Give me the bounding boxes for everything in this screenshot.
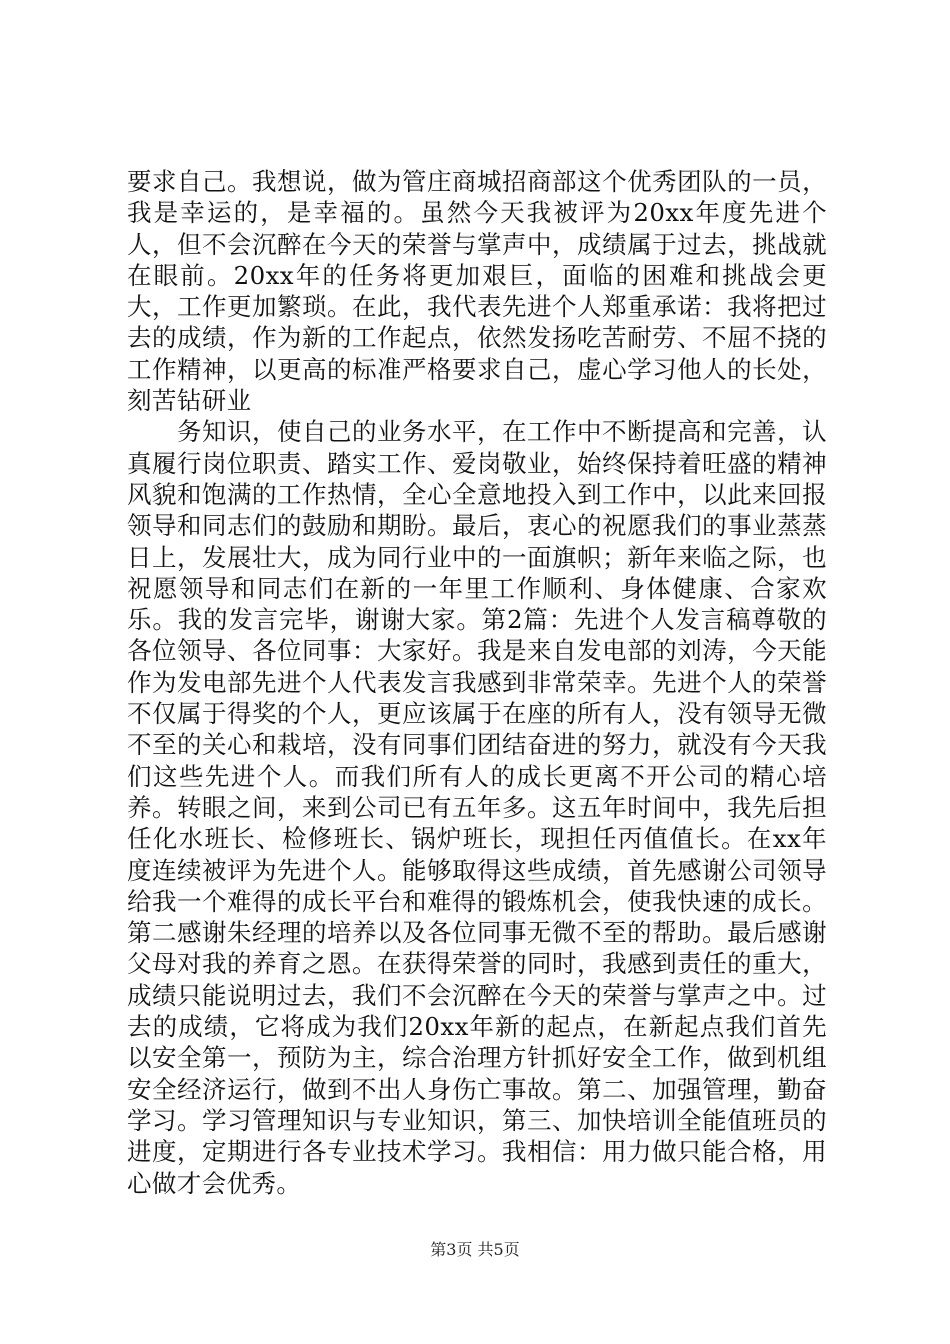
paragraph-1: 要求自己。我想说，做为管庄商城招商部这个优秀团队的一员，我是幸运的，是幸福的。虽然今天我被评为20xx年度先进个人，但不会沉醉在今天的荣誉与掌声中，成绩属于过去，挑战就在眼前。20xx年的任务将更加艰巨，面临的困难和挑战会更大，工作更加繁琐。在此，我代表先进个人郑重承诺：我将把过去的成绩，作为新的工作起点，依然发扬吃苦耐劳、不屈不挠的工作精神，以更高的标准严格要求自己，虚心学习他人的长处，刻苦钻研业 bbox=[127, 167, 827, 416]
page-number-label: 第3页 共5页 bbox=[430, 1240, 520, 1259]
paragraph-2: 务知识，使自己的业务水平，在工作中不断提高和完善，认真履行岗位职责、踏实工作、爱岗敬业，始终保持着旺盛的精神风貌和饱满的工作热情，全心全意地投入到工作中，以此来回报领导和同志们的鼓励和期盼。最后，衷心的祝愿我们的事业蒸蒸日上，发展壮大，成为同行业中的一面旗帜；新年来临之际，也祝愿领导和同志们在新的一年里工作顺利、身体健康、合家欢乐。我的发言完毕，谢谢大家。第2篇：先进个人发言稿尊敬的各位领导、各位同事：大家好。我是来自发电部的刘涛，今天能作为发电部先进个人代表发言我感到非常荣幸。先进个人的荣誉不仅属于得奖的个人，更应该属于在座的所有人，没有领导无微不至的关心和栽培，没有同事们团结奋进的努力，就没有今天我们这些先进个人。而我们所有人的成长更离不开公司的精心培养。转眼之间，来到公司已有五年多。这五年时间中，我先后担任化水班长、检修班长、锅炉班长，现担任丙值值长。在xx年度连续被评为先进个人。能够取得这些成绩，首先感谢公司领导给我一个难得的成长平台和难得的锻炼机会，使我快速的成长。第二感谢朱经理的培养以及各位同事无微不至的帮助。最后感谢父母对我的养育之恩。在获得荣誉的同时，我感到责任的重大，成绩只能说明过去，我们不会沉醉在今天的荣誉与掌声之中。过去的成绩，它将成为我们20xx年新的起点，在新起点我们首先以安全第一，预防为主，综合治理方针抓好安全工作，做到机组安全经济运行，做到不出人身伤亡事故。第二、加强管理，勤奋学习。学习管理知识与专业知识，第三、加快培训全能值班员的进度，定期进行各专业技术学习。我相信：用力做只能合格，用心做才会优秀。 bbox=[127, 417, 827, 1198]
document-body bbox=[127, 166, 827, 1199]
page-footer bbox=[0, 1237, 950, 1260]
